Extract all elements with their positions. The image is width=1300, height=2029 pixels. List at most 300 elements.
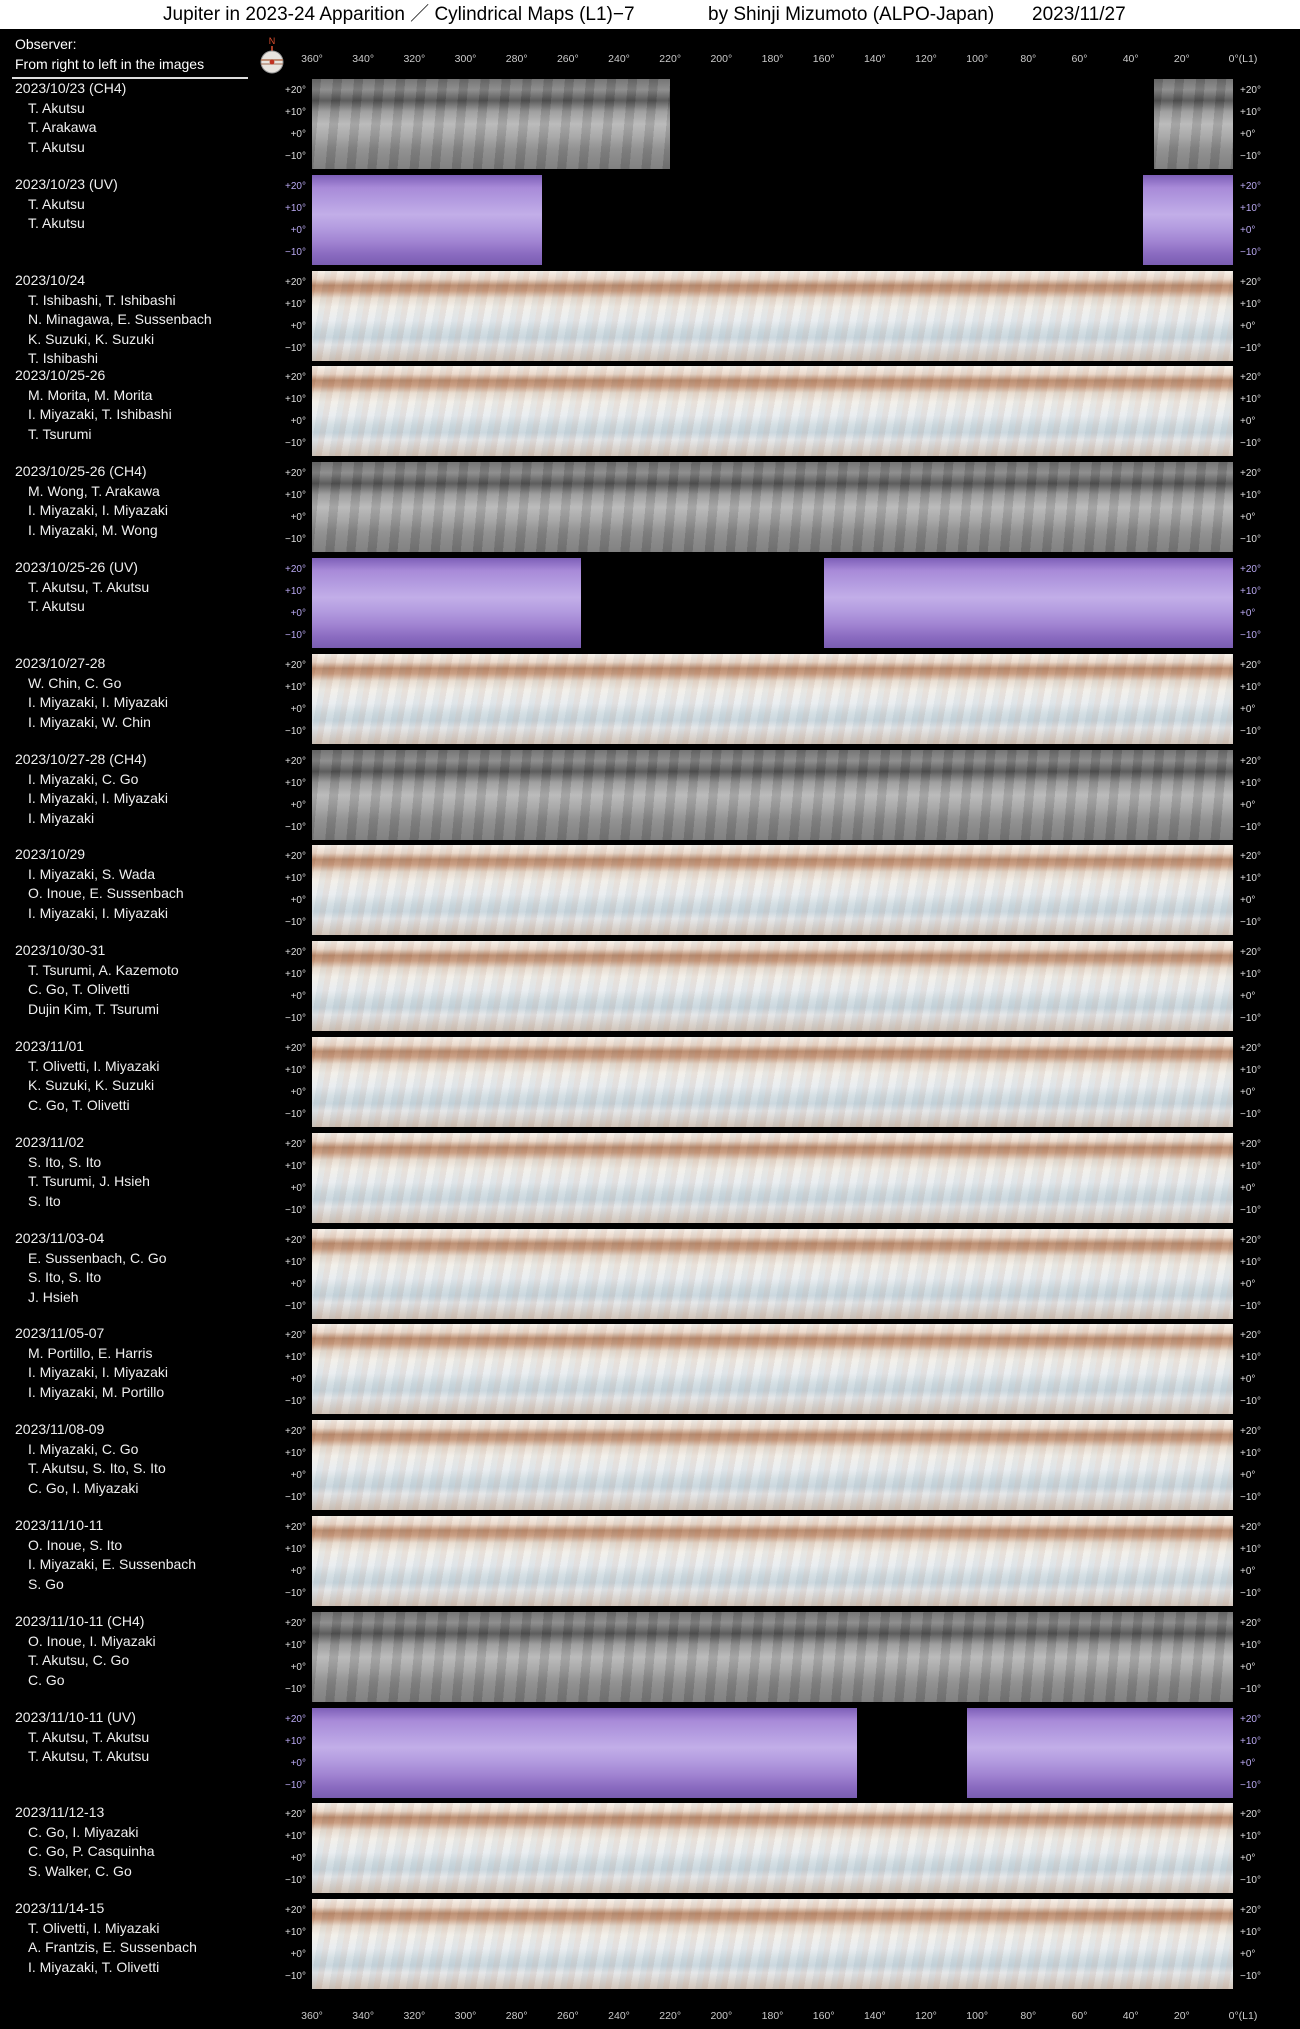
latitude-label: +10° (1240, 1161, 1261, 1172)
latitude-label: +20° (1240, 564, 1261, 575)
observer-name: T. Tsurumi, A. Kazemoto (28, 961, 179, 978)
map-coverage-segment (312, 1803, 1233, 1893)
latitude-label: +10° (1240, 1736, 1261, 1747)
cylindrical-map (312, 1037, 1233, 1127)
latitude-label: −10° (285, 151, 306, 162)
observation-date: 2023/10/29 (15, 846, 86, 862)
observer-name: C. Go, T. Olivetti (28, 981, 130, 997)
longitude-tick-label: 100° (966, 2010, 989, 2022)
map-coverage-segment (312, 1133, 1233, 1223)
latitude-label: +20° (1240, 1426, 1261, 1437)
observer-name: O. Inoue, S. Ito (28, 1536, 123, 1553)
observer-name: C. Go (28, 1671, 65, 1688)
latitude-label: +20° (1240, 468, 1261, 479)
observer-heading: Observer: (15, 36, 77, 52)
observation-date: 2023/11/03-04 (15, 1230, 105, 1246)
orientation-note: From right to left in the images (15, 56, 205, 72)
latitude-label: −10° (285, 630, 306, 641)
observer-name: I. Miyazaki, W. Chin (28, 713, 151, 730)
observer-name: I. Miyazaki, I. Miyazaki (28, 694, 169, 710)
observer-name: K. Suzuki, K. Suzuki (28, 330, 155, 347)
latitude-label: −10° (285, 1301, 306, 1312)
observer-legend (15, 34, 204, 74)
latitude-label: +10° (1240, 1065, 1261, 1076)
latitude-label: +0° (290, 991, 306, 1002)
latitude-label: +0° (290, 321, 306, 332)
map-coverage-segment (312, 654, 1233, 744)
row-label (15, 462, 168, 540)
map-coverage-segment (312, 462, 1233, 552)
latitude-label: −10° (1240, 1301, 1261, 1312)
latitude-label: +20° (1240, 277, 1261, 288)
longitude-tick-label: 360° (301, 53, 323, 65)
map-coverage-segment (312, 1229, 1233, 1319)
map-coverage-segment (967, 1708, 1233, 1798)
longitude-tick-label: 60° (1071, 53, 1088, 65)
observer-name: M. Wong, T. Arakawa (28, 482, 160, 499)
longitude-tick-label: 40° (1122, 2010, 1139, 2022)
longitude-tick-label: 160° (812, 2010, 835, 2022)
latitude-label: +0° (1240, 321, 1256, 332)
observer-name: I. Miyazaki, I. Miyazaki (28, 904, 169, 921)
latitude-label: +20° (285, 1043, 306, 1054)
latitude-label: −10° (1240, 343, 1261, 354)
cylindrical-map (312, 1133, 1233, 1223)
observation-date: 2023/10/23 (UV) (15, 176, 118, 192)
latitude-label: +0° (290, 416, 306, 427)
observer-name: I. Miyazaki, T. Olivetti (28, 1958, 160, 1975)
observation-date: 2023/11/10-11 (15, 1517, 104, 1533)
map-coverage-segment (1143, 175, 1233, 265)
latitude-label: +20° (1240, 372, 1261, 383)
longitude-tick-label: 220° (659, 2010, 682, 2022)
observer-name: O. Inoue, E. Sussenbach (28, 885, 184, 901)
latitude-label: +10° (285, 873, 306, 884)
latitude-label: +20° (285, 564, 306, 575)
observer-name: I. Miyazaki, S. Wada (28, 865, 156, 882)
latitude-label: +20° (285, 947, 306, 958)
latitude-label: +20° (1240, 1809, 1261, 1820)
longitude-tick-label: 360° (301, 2010, 323, 2022)
row-label (15, 654, 168, 732)
latitude-label: −10° (1240, 438, 1261, 449)
latitude-label: +10° (285, 969, 306, 980)
latitude-label: +10° (285, 1257, 306, 1268)
latitude-label: −10° (1240, 1109, 1261, 1120)
latitude-label: −10° (285, 1205, 306, 1216)
cylindrical-map (312, 1803, 1233, 1893)
row-label (15, 845, 184, 923)
jupiter-globe-icon (257, 35, 287, 77)
latitude-label: −10° (285, 1492, 306, 1503)
latitude-label: +0° (290, 1758, 306, 1769)
latitude-label: −10° (1240, 1684, 1261, 1695)
latitude-label: +0° (1240, 1087, 1256, 1098)
observation-date: 2023/11/02 (15, 1134, 85, 1150)
cylindrical-map (312, 79, 1233, 169)
observer-name: T. Akutsu, C. Go (28, 1652, 130, 1668)
longitude-tick-label: 260° (556, 2010, 579, 2022)
latitude-label: −10° (1240, 1780, 1261, 1791)
latitude-label: +10° (1240, 1352, 1261, 1363)
latitude-label: +20° (1240, 1235, 1261, 1246)
latitude-label: −10° (1240, 1588, 1261, 1599)
latitude-label: +10° (285, 490, 306, 501)
latitude-label: −10° (1240, 1971, 1261, 1982)
cylindrical-map (312, 941, 1233, 1031)
longitude-tick-label: 20° (1173, 2010, 1190, 2022)
longitude-tick-label: 80° (1020, 53, 1037, 65)
observer-name: T. Olivetti, I. Miyazaki (28, 1919, 160, 1936)
latitude-label: +0° (290, 1470, 306, 1481)
observer-name: K. Suzuki, K. Suzuki (28, 1077, 155, 1093)
observer-name: T. Akutsu, S. Ito, S. Ito (28, 1460, 166, 1476)
observation-date: 2023/10/30-31 (15, 942, 106, 958)
latitude-label: +0° (290, 225, 306, 236)
cylindrical-map (312, 175, 1233, 265)
latitude-label: +0° (290, 704, 306, 715)
latitude-label: +20° (1240, 660, 1261, 671)
latitude-label: +10° (1240, 203, 1261, 214)
row-label (15, 175, 118, 234)
observer-name: T. Arakawa (28, 119, 97, 135)
latitude-label: +10° (285, 1352, 306, 1363)
latitude-label: +20° (1240, 181, 1261, 192)
observation-date: 2023/11/01 (15, 1038, 85, 1054)
publication-date: 2023/11/27 (1032, 4, 1126, 25)
latitude-label: −10° (285, 1588, 306, 1599)
observation-date: 2023/10/27-28 (15, 655, 106, 671)
latitude-label: +10° (1240, 1640, 1261, 1651)
cylindrical-map (312, 654, 1233, 744)
latitude-label: +20° (1240, 1139, 1261, 1150)
latitude-label: +20° (1240, 1330, 1261, 1341)
longitude-tick-label: 240° (608, 53, 630, 65)
latitude-label: +0° (1240, 225, 1256, 236)
latitude-label: +20° (1240, 1043, 1261, 1054)
latitude-label: −10° (285, 247, 306, 258)
latitude-label: −10° (1240, 822, 1261, 833)
observer-name: T. Akutsu (28, 598, 85, 614)
latitude-label: +20° (285, 1714, 306, 1725)
map-coverage-segment (312, 271, 1233, 361)
latitude-label: −10° (285, 1780, 306, 1791)
latitude-label: +20° (285, 1330, 306, 1341)
latitude-label: +10° (285, 394, 306, 405)
observation-date: 2023/10/25-26 (15, 367, 106, 383)
latitude-label: +0° (1240, 1279, 1256, 1290)
latitude-label: +20° (285, 277, 306, 288)
latitude-label: +0° (1240, 800, 1256, 811)
observer-name: T. Akutsu, T. Akutsu (28, 578, 150, 595)
observer-name: I. Miyazaki (28, 809, 95, 826)
observer-name: I. Miyazaki, M. Portillo (28, 1383, 165, 1400)
observer-name: T. Akutsu, T. Akutsu (28, 1728, 150, 1745)
observer-name: S. Ito (28, 1192, 61, 1209)
map-coverage-segment (312, 1037, 1233, 1127)
latitude-label: +20° (1240, 1714, 1261, 1725)
latitude-label: +10° (1240, 586, 1261, 597)
longitude-tick-label: 140° (863, 2010, 886, 2022)
observer-name: S. Ito, S. Ito (28, 1153, 102, 1170)
latitude-label: −10° (285, 343, 306, 354)
row-label (15, 271, 212, 369)
latitude-label: +20° (285, 1809, 306, 1820)
latitude-label: +20° (1240, 1905, 1261, 1916)
map-coverage-segment (312, 1324, 1233, 1414)
latitude-label: +0° (290, 1949, 306, 1960)
latitude-label: +0° (290, 129, 306, 140)
latitude-label: +10° (285, 107, 306, 118)
latitude-label: +10° (285, 1736, 306, 1747)
map-coverage-segment (312, 1708, 857, 1798)
map-coverage-segment (312, 79, 670, 169)
cylindrical-map (312, 1708, 1233, 1798)
latitude-label: +20° (285, 1139, 306, 1150)
row-label (15, 1899, 197, 1977)
latitude-label: +10° (1240, 394, 1261, 405)
row-label (15, 1420, 166, 1498)
observation-date: 2023/10/25-26 (CH4) (15, 463, 147, 479)
latitude-label: +0° (290, 1087, 306, 1098)
map-coverage-segment (312, 558, 581, 648)
latitude-label: +0° (290, 895, 306, 906)
latitude-label: +0° (1240, 129, 1256, 140)
latitude-label: +0° (1240, 895, 1256, 906)
latitude-label: +10° (285, 1831, 306, 1842)
latitude-label: +10° (1240, 873, 1261, 884)
latitude-label: +10° (285, 1544, 306, 1555)
latitude-label: +10° (1240, 1831, 1261, 1842)
longitude-tick-label: 20° (1173, 53, 1190, 65)
longitude-tick-label: 220° (659, 53, 682, 65)
longitude-tick-label: 200° (710, 2010, 733, 2022)
latitude-label: +20° (1240, 85, 1261, 96)
observer-name: C. Go, P. Casquinha (28, 1843, 155, 1859)
map-coverage-segment (312, 941, 1233, 1031)
latitude-label: +20° (285, 756, 306, 767)
observation-date: 2023/10/27-28 (CH4) (15, 751, 147, 767)
cylindrical-map (312, 1516, 1233, 1606)
observation-date: 2023/10/25-26 (UV) (15, 559, 138, 575)
cylindrical-map (312, 366, 1233, 456)
map-coverage-segment (312, 1899, 1233, 1989)
observer-name: C. Go, T. Olivetti (28, 1096, 130, 1113)
latitude-label: +0° (290, 1183, 306, 1194)
row-label (15, 750, 168, 828)
latitude-label: +10° (285, 1161, 306, 1172)
latitude-label: +10° (1240, 1257, 1261, 1268)
latitude-label: +20° (285, 1522, 306, 1533)
latitude-label: +20° (285, 1235, 306, 1246)
latitude-label: +0° (1240, 512, 1256, 523)
latitude-label: +0° (290, 1566, 306, 1577)
latitude-label: +20° (285, 468, 306, 479)
map-coverage-segment (312, 175, 542, 265)
latitude-label: +20° (285, 660, 306, 671)
latitude-label: −10° (1240, 630, 1261, 641)
page-title: Jupiter in 2023-24 Apparition ／ Cylindrical Maps (L1)−7 (163, 4, 635, 25)
latitude-label: −10° (1240, 1013, 1261, 1024)
longitude-tick-label: 40° (1122, 53, 1139, 65)
longitude-tick-label: 100° (966, 53, 989, 65)
latitude-label: +0° (290, 800, 306, 811)
row-label (15, 1516, 196, 1594)
latitude-label: −10° (285, 1013, 306, 1024)
latitude-label: +20° (285, 1905, 306, 1916)
row-label (15, 1324, 168, 1402)
latitude-label: +20° (285, 1426, 306, 1437)
observer-name: T. Olivetti, I. Miyazaki (28, 1057, 160, 1074)
latitude-label: −10° (285, 1875, 306, 1886)
latitude-label: +20° (1240, 1522, 1261, 1533)
latitude-label: −10° (285, 1396, 306, 1407)
latitude-label: +20° (1240, 851, 1261, 862)
longitude-tick-label: 140° (863, 53, 886, 65)
latitude-label: +0° (290, 1853, 306, 1864)
latitude-label: +10° (285, 682, 306, 693)
longitude-tick-label: 260° (556, 53, 579, 65)
latitude-label: +0° (290, 1279, 306, 1290)
latitude-label: +10° (285, 299, 306, 310)
latitude-label: −10° (285, 1971, 306, 1982)
map-coverage-segment (312, 750, 1233, 840)
latitude-label: +0° (1240, 991, 1256, 1002)
observer-name: T. Akutsu (28, 99, 85, 116)
longitude-tick-label: 300° (454, 2010, 477, 2022)
map-coverage-segment (1154, 79, 1233, 169)
observation-date: 2023/11/08-09 (15, 1421, 105, 1437)
latitude-label: +10° (1240, 299, 1261, 310)
observer-name: T. Akutsu, T. Akutsu (28, 1748, 150, 1764)
latitude-label: +0° (1240, 1662, 1256, 1673)
longitude-tick-label: 340° (352, 2010, 375, 2022)
longitude-tick-label: 200° (710, 53, 733, 65)
longitude-tick-label: 160° (812, 53, 835, 65)
latitude-label: +10° (285, 203, 306, 214)
map-coverage-segment (312, 845, 1233, 935)
longitude-tick-label: 180° (761, 2010, 784, 2022)
observer-name: T. Tsurumi, J. Hsieh (28, 1173, 150, 1189)
longitude-scale-top (300, 52, 1300, 66)
longitude-tick-label: 120° (915, 2010, 937, 2022)
observer-name: I. Miyazaki, I. Miyazaki (28, 1364, 169, 1380)
latitude-label: +20° (1240, 756, 1261, 767)
latitude-label: +10° (285, 1640, 306, 1651)
latitude-label: −10° (285, 1109, 306, 1120)
latitude-label: +10° (1240, 107, 1261, 118)
observer-name: I. Miyazaki, T. Ishibashi (28, 406, 172, 422)
latitude-label: −10° (1240, 534, 1261, 545)
longitude-scale-bottom (300, 2009, 1300, 2023)
latitude-label: −10° (1240, 917, 1261, 928)
latitude-label: +10° (285, 1065, 306, 1076)
latitude-label: +0° (1240, 416, 1256, 427)
observer-name: J. Hsieh (28, 1288, 79, 1305)
latitude-label: +20° (285, 851, 306, 862)
map-coverage-segment (312, 366, 1233, 456)
longitude-tick-label: 320° (403, 53, 426, 65)
observer-name: I. Miyazaki, I. Miyazaki (28, 502, 169, 518)
latitude-label: +10° (285, 586, 306, 597)
map-coverage-segment (824, 558, 1233, 648)
latitude-label: +20° (1240, 947, 1261, 958)
longitude-tick-label: 180° (761, 53, 784, 65)
cylindrical-map (312, 750, 1233, 840)
observer-name: I. Miyazaki, E. Sussenbach (28, 1556, 197, 1572)
latitude-label: +0° (1240, 608, 1256, 619)
observation-date: 2023/11/10-11 (CH4) (15, 1613, 145, 1629)
author-credit: by Shinji Mizumoto (ALPO-Japan) (708, 4, 995, 25)
latitude-label: +0° (290, 1374, 306, 1385)
latitude-label: +0° (1240, 1853, 1256, 1864)
observation-date: 2023/10/24 (15, 272, 86, 288)
latitude-label: +20° (1240, 1618, 1261, 1629)
latitude-label: −10° (285, 438, 306, 449)
latitude-label: +10° (1240, 490, 1261, 501)
observation-date: 2023/10/23 (CH4) (15, 80, 127, 96)
latitude-label: +20° (285, 372, 306, 383)
latitude-label: +10° (285, 778, 306, 789)
cylindrical-map (312, 845, 1233, 935)
observer-name: T. Akutsu (28, 195, 85, 212)
latitude-label: +0° (1240, 704, 1256, 715)
map-coverage-segment (312, 1612, 1233, 1702)
observer-name: T. Akutsu (28, 138, 85, 155)
map-coverage-segment (312, 1516, 1233, 1606)
observer-name: T. Tsurumi (28, 425, 92, 442)
cylindrical-map (312, 1899, 1233, 1989)
latitude-label: −10° (1240, 726, 1261, 737)
latitude-label: +0° (1240, 1949, 1256, 1960)
latitude-label: +10° (1240, 778, 1261, 789)
row-label (15, 558, 149, 617)
cylindrical-map (312, 271, 1233, 361)
observer-name: S. Go (28, 1575, 64, 1592)
row-label (15, 941, 179, 1019)
longitude-tick-label: 280° (505, 2010, 528, 2022)
observer-name: C. Go, I. Miyazaki (28, 1823, 139, 1840)
cylindrical-map (312, 1420, 1233, 1510)
latitude-label: +0° (290, 608, 306, 619)
latitude-label: +10° (1240, 969, 1261, 980)
latitude-label: +0° (290, 512, 306, 523)
row-label (15, 1037, 159, 1115)
observer-name: E. Sussenbach, C. Go (28, 1249, 167, 1266)
latitude-label: −10° (285, 726, 306, 737)
longitude-tick-label: 120° (915, 53, 937, 65)
latitude-label: +20° (285, 85, 306, 96)
north-label: N (268, 36, 276, 46)
longitude-tick-label: 0°(L1) (1228, 2010, 1258, 2022)
observation-date: 2023/11/10-11 (UV) (15, 1709, 136, 1725)
observer-name: S. Ito, S. Ito (28, 1269, 102, 1285)
cylindrical-map (312, 1612, 1233, 1702)
row-label (15, 1229, 167, 1307)
observer-name: S. Walker, C. Go (28, 1862, 132, 1879)
observer-name: T. Ishibashi, T. Ishibashi (28, 291, 176, 308)
observer-name: N. Minagawa, E. Sussenbach (28, 311, 212, 327)
row-label (15, 1708, 149, 1767)
row-label (15, 366, 172, 444)
observation-date: 2023/11/05-07 (15, 1325, 105, 1341)
row-label (15, 79, 126, 157)
observer-name: I. Miyazaki, I. Miyazaki (28, 790, 169, 806)
row-label (15, 1133, 150, 1211)
latitude-label: +0° (290, 1662, 306, 1673)
longitude-tick-label: 240° (608, 2010, 630, 2022)
latitude-label: +20° (285, 181, 306, 192)
